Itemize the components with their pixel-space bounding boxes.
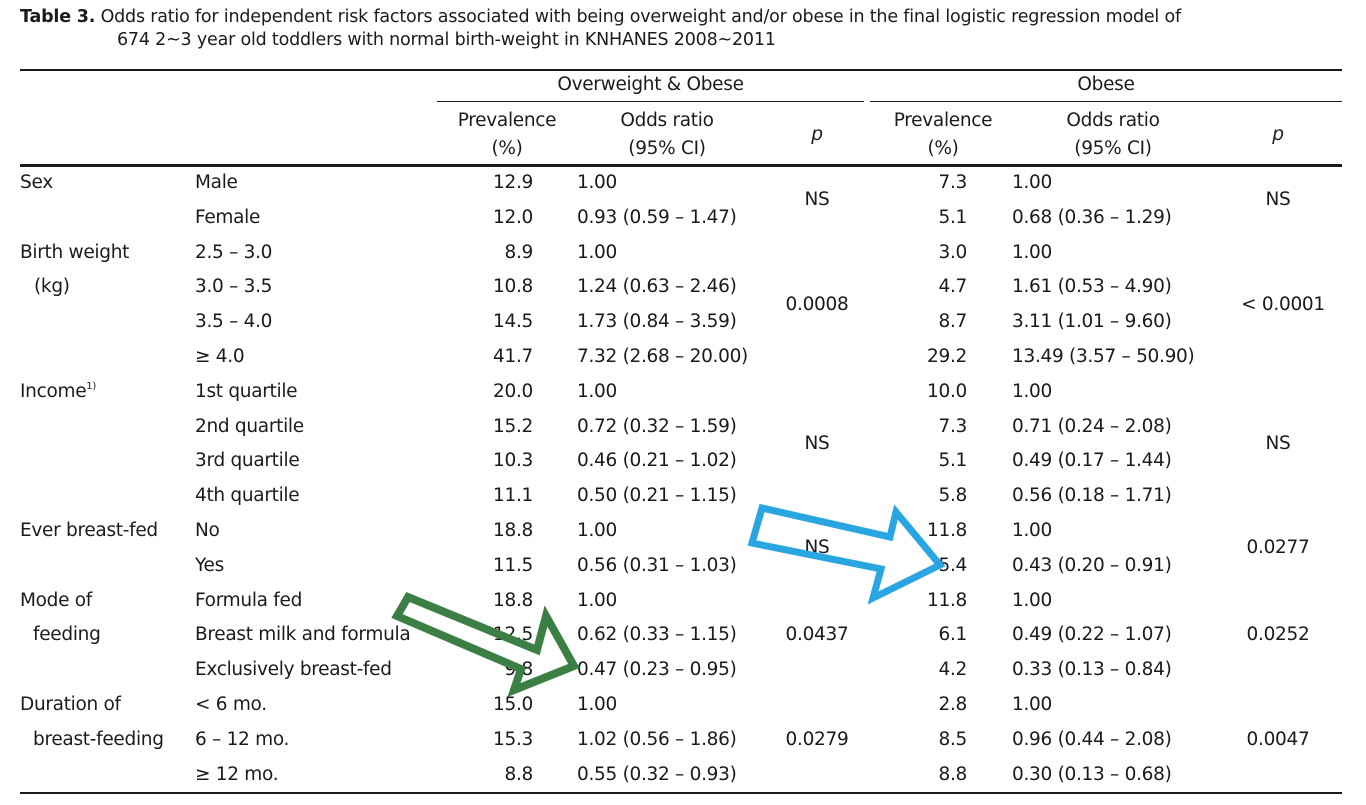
category-label: 2nd quartile (195, 415, 304, 437)
variable-label: breast-feeding (33, 728, 164, 750)
pvalue-obese-birth-weight: < 0.0001 (1241, 294, 1325, 315)
odds-ratio-obese: 0.56 (0.18 – 1.71) (1012, 485, 1172, 507)
prevalence-obese: 7.3 (938, 415, 967, 437)
prevalence-obese: 8.8 (938, 763, 967, 785)
category-label: ≥ 4.0 (195, 346, 245, 367)
pvalue-overweight-duration: 0.0279 (785, 729, 849, 750)
odds-ratio-obese: 0.71 (0.24 – 2.08) (1012, 415, 1172, 437)
prevalence-overweight: 8.8 (504, 763, 533, 785)
pvalue-overweight-birth-weight: 0.0008 (785, 294, 849, 315)
prevalence-obese: 4.7 (938, 276, 967, 298)
pvalue-obese-mode-of-feeding: 0.0252 (1246, 624, 1310, 645)
odds-ratio-overweight: 0.62 (0.33 – 1.15) (577, 624, 737, 646)
pvalue-obese-sex: NS (1265, 189, 1291, 210)
prevalence-obese: 2.8 (938, 694, 967, 715)
odds-ratio-obese: 1.00 (1012, 172, 1052, 193)
header-p-2: p (1272, 124, 1284, 145)
header-prevalence-1-line1: Prevalence (457, 110, 557, 131)
prevalence-overweight: 9.8 (504, 659, 533, 681)
odds-ratio-obese: 0.68 (0.36 – 1.29) (1012, 206, 1172, 228)
category-label: Formula fed (195, 589, 303, 611)
odds-ratio-overweight: 1.00 (577, 589, 617, 611)
category-label: ≥ 12 mo. (195, 763, 279, 785)
header-prevalence-2 (873, 107, 1013, 163)
prevalence-obese: 29.2 (927, 346, 967, 367)
header-odds-ratio-1 (577, 107, 757, 163)
prevalence-overweight: 10.8 (493, 276, 533, 298)
category-label: Male (195, 172, 238, 193)
prevalence-overweight: 14.5 (493, 311, 533, 333)
odds-ratio-obese: 3.11 (1.01 – 9.60) (1012, 311, 1172, 333)
odds-ratio-overweight: 0.50 (0.21 – 1.15) (577, 485, 737, 507)
table-caption (20, 6, 1350, 52)
header-p-1: p (811, 124, 823, 145)
odds-ratio-overweight: 1.00 (577, 380, 617, 402)
prevalence-obese: 4.2 (938, 659, 967, 681)
variable-label: Duration of (20, 694, 121, 715)
prevalence-obese: 3.0 (938, 241, 967, 263)
pvalue-overweight-ever-breast-fed: NS (804, 537, 830, 558)
table-bottom-rule (20, 792, 1342, 794)
prevalence-overweight: 10.3 (493, 450, 533, 472)
odds-ratio-obese: 1.61 (0.53 – 4.90) (1012, 276, 1172, 298)
pvalue-obese-income: NS (1265, 433, 1291, 454)
odds-ratio-overweight: 1.00 (577, 241, 617, 263)
prevalence-obese: 5.8 (938, 485, 967, 507)
variable-label-text: Income (20, 380, 87, 402)
odds-ratio-overweight: 0.56 (0.31 – 1.03) (577, 554, 737, 576)
caption-text-line2: 674 2~3 year old toddlers with normal birth-weight in KNHANES 2008~2011 (117, 30, 776, 50)
odds-ratio-obese: 0.30 (0.13 – 0.68) (1012, 763, 1172, 785)
header-odds-ratio-2 (1023, 107, 1203, 163)
footnote-marker: 1) (86, 380, 96, 392)
prevalence-overweight: 12.9 (493, 172, 533, 193)
header-prevalence-2-line1: Prevalence (893, 110, 993, 131)
prevalence-obese: 8.7 (938, 311, 967, 333)
odds-ratio-obese: 13.49 (3.57 – 50.90) (1012, 346, 1195, 367)
header-odds-ratio-1-line1: Odds ratio (620, 110, 714, 131)
odds-ratio-obese: 0.33 (0.13 – 0.84) (1012, 659, 1172, 681)
category-label: 1st quartile (195, 380, 298, 402)
prevalence-obese: 6.1 (938, 624, 967, 646)
caption-text-line1: Odds ratio for independent risk factors associated with being overweight and/or obese in the final logistic regression model of (100, 7, 1181, 27)
variable-label (20, 380, 190, 404)
odds-ratio-obese: 1.00 (1012, 589, 1052, 611)
odds-ratio-overweight: 1.00 (577, 520, 617, 541)
prevalence-overweight: 20.0 (493, 380, 533, 402)
prevalence-obese: 8.5 (938, 728, 967, 750)
header-odds-ratio-1-line2: (95% CI) (628, 138, 706, 159)
category-label: 4th quartile (195, 485, 300, 507)
variable-label: feeding (33, 624, 101, 646)
odds-ratio-overweight: 0.72 (0.32 – 1.59) (577, 415, 737, 437)
odds-ratio-overweight: 0.55 (0.32 – 0.93) (577, 763, 737, 785)
prevalence-obese: 5.1 (938, 450, 967, 472)
category-label: Breast milk and formula (195, 624, 411, 646)
category-label: Female (195, 206, 261, 228)
prevalence-overweight: 18.8 (493, 520, 533, 541)
odds-ratio-obese: 0.96 (0.44 – 2.08) (1012, 728, 1172, 750)
odds-ratio-overweight: 0.93 (0.59 – 1.47) (577, 206, 737, 228)
odds-ratio-overweight: 1.24 (0.63 – 2.46) (577, 276, 737, 298)
variable-label: (kg) (34, 276, 70, 298)
odds-ratio-overweight: 1.00 (577, 694, 617, 715)
header-odds-ratio-2-line1: Odds ratio (1066, 110, 1160, 131)
group2-underline (870, 101, 1342, 102)
prevalence-obese: 11.8 (927, 520, 967, 541)
category-label: Exclusively breast-fed (195, 659, 392, 681)
prevalence-obese: 11.8 (927, 589, 967, 611)
odds-ratio-obese: 0.43 (0.20 – 0.91) (1012, 554, 1172, 576)
odds-ratio-overweight: 1.00 (577, 172, 617, 193)
odds-ratio-obese: 1.00 (1012, 694, 1052, 715)
pvalue-overweight-income: NS (804, 433, 830, 454)
prevalence-overweight: 8.9 (504, 241, 533, 263)
group-header-obese: Obese (1077, 74, 1135, 95)
prevalence-obese: 7.3 (938, 172, 967, 193)
category-label: 3.0 – 3.5 (195, 276, 273, 298)
odds-ratio-overweight: 1.02 (0.56 – 1.86) (577, 728, 737, 750)
category-label: 3rd quartile (195, 450, 300, 472)
prevalence-overweight: 15.3 (493, 728, 533, 750)
prevalence-overweight: 41.7 (493, 346, 533, 367)
variable-label: Birth weight (20, 241, 130, 263)
variable-label: Mode of (20, 589, 93, 611)
odds-ratio-overweight: 0.46 (0.21 – 1.02) (577, 450, 737, 472)
group1-underline (437, 101, 864, 102)
header-bottom-rule (20, 164, 1342, 167)
prevalence-overweight: 18.8 (493, 589, 533, 611)
odds-ratio-obese: 1.00 (1012, 241, 1052, 263)
category-label: No (195, 520, 220, 541)
variable-label: Sex (20, 172, 53, 193)
table-label: Table 3. (20, 7, 96, 27)
prevalence-obese: 5.4 (938, 554, 967, 576)
category-label: 3.5 – 4.0 (195, 311, 273, 333)
header-prevalence-2-line2: (%) (927, 138, 959, 159)
odds-ratio-obese: 1.00 (1012, 380, 1052, 402)
odds-ratio-obese: 0.49 (0.17 – 1.44) (1012, 450, 1172, 472)
category-label: Yes (195, 554, 224, 576)
prevalence-overweight: 11.1 (493, 485, 533, 507)
pvalue-overweight-sex: NS (804, 189, 830, 210)
odds-ratio-obese: 0.49 (0.22 – 1.07) (1012, 624, 1172, 646)
odds-ratio-overweight: 7.32 (2.68 – 20.00) (577, 346, 748, 367)
pvalue-overweight-mode-of-feeding: 0.0437 (785, 624, 849, 645)
odds-ratio-overweight: 1.73 (0.84 – 3.59) (577, 311, 737, 333)
prevalence-overweight: 12.0 (493, 206, 533, 228)
header-prevalence-1-line2: (%) (491, 138, 523, 159)
odds-ratio-overweight: 0.47 (0.23 – 0.95) (577, 659, 737, 681)
prevalence-obese: 10.0 (927, 380, 967, 402)
prevalence-obese: 5.1 (938, 206, 967, 228)
category-label: 2.5 – 3.0 (195, 241, 273, 263)
prevalence-overweight: 15.0 (493, 694, 533, 715)
header-odds-ratio-2-line2: (95% CI) (1074, 138, 1152, 159)
odds-ratio-obese: 1.00 (1012, 520, 1052, 541)
header-prevalence-1 (437, 107, 577, 163)
prevalence-overweight: 11.5 (493, 554, 533, 576)
prevalence-overweight: 12.5 (493, 624, 533, 646)
group-header-overweight-obese: Overweight & Obese (557, 74, 744, 95)
pvalue-obese-duration: 0.0047 (1246, 729, 1310, 750)
category-label: < 6 mo. (195, 694, 267, 715)
variable-label: Ever breast-fed (20, 520, 158, 541)
category-label: 6 – 12 mo. (195, 728, 290, 750)
prevalence-overweight: 15.2 (493, 415, 533, 437)
pvalue-obese-ever-breast-fed: 0.0277 (1246, 537, 1310, 558)
